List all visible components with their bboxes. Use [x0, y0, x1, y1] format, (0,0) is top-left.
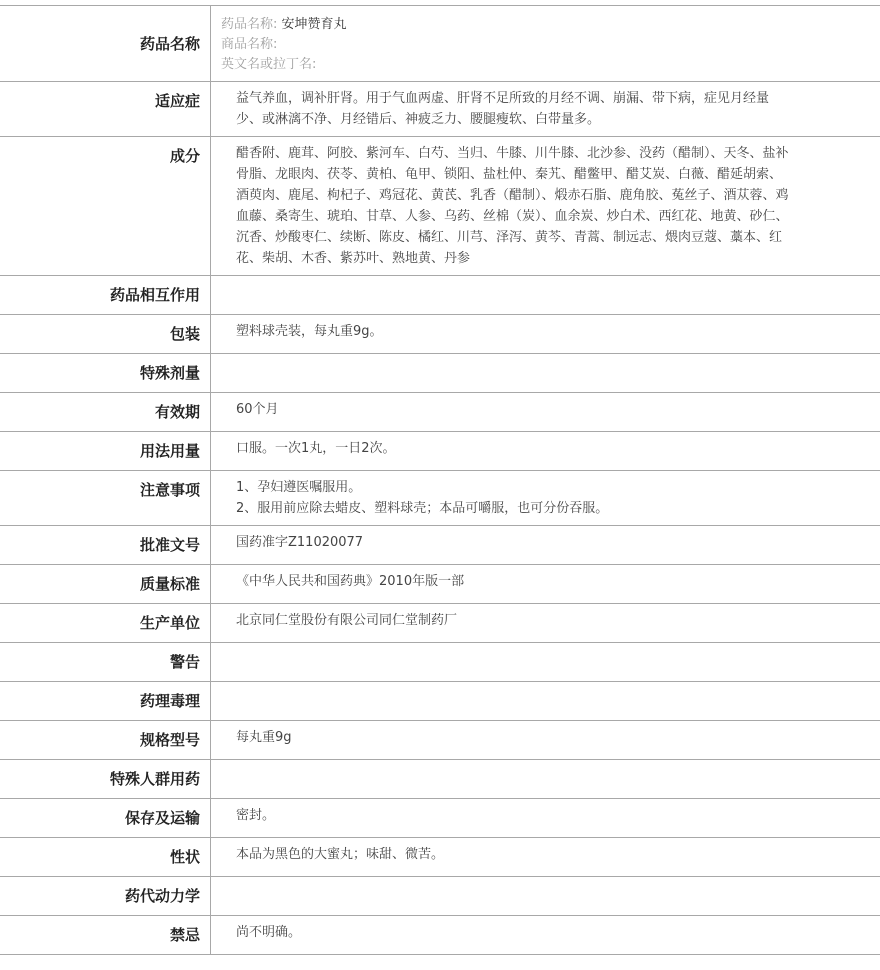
drug-spec-table [0, 5, 880, 955]
table-row [0, 276, 880, 315]
row-value: 60个月 [211, 393, 880, 432]
row-label: 质量标准 [0, 565, 211, 604]
table-row [0, 916, 880, 955]
row-label: 规格型号 [0, 721, 211, 760]
row-value [211, 877, 880, 916]
row-label: 特殊剂量 [0, 354, 211, 393]
table-row [0, 760, 880, 799]
table-row [0, 682, 880, 721]
row-label: 药理毒理 [0, 682, 211, 721]
row-label: 保存及运输 [0, 799, 211, 838]
row-label: 禁忌 [0, 916, 211, 955]
row-label: 有效期 [0, 393, 211, 432]
row-label: 药品相互作用 [0, 276, 211, 315]
table-row [0, 838, 880, 877]
table-row [0, 393, 880, 432]
row-value: 塑料球壳装，每丸重9g。 [211, 315, 880, 354]
value-line: 2、服用前应除去蜡皮、塑料球壳；本品可嚼服，也可分份吞服。 [236, 501, 609, 516]
row-value: 口服。一次1丸，一日2次。 [211, 432, 880, 471]
table-row [0, 565, 880, 604]
drug-name-block [211, 6, 880, 82]
row-label: 药品名称 [0, 6, 211, 82]
row-label: 特殊人群用药 [0, 760, 211, 799]
row-label: 性状 [0, 838, 211, 877]
row-value: 北京同仁堂股份有限公司同仁堂制药厂 [211, 604, 880, 643]
trade-name-key: 商品名称: [221, 37, 278, 52]
table-row [0, 471, 880, 526]
generic-name-value: 安坤赞育丸 [281, 17, 347, 32]
row-value [211, 354, 880, 393]
row-label: 包装 [0, 315, 211, 354]
row-value: 尚不明确。 [211, 916, 880, 955]
table-row [0, 82, 880, 137]
generic-name-key: 药品名称: [221, 17, 278, 32]
table-row [0, 315, 880, 354]
table-row [0, 354, 880, 393]
row-label: 适应症 [0, 82, 211, 137]
table-row [0, 137, 880, 276]
row-label: 用法用量 [0, 432, 211, 471]
row-value [211, 643, 880, 682]
row-value [211, 276, 880, 315]
table-row [0, 604, 880, 643]
row-label: 批准文号 [0, 526, 211, 565]
row-label: 药代动力学 [0, 877, 211, 916]
table-row [0, 799, 880, 838]
trade-name-line [221, 35, 870, 55]
english-name-key: 英文名或拉丁名: [221, 57, 317, 72]
generic-name-line [221, 15, 870, 35]
row-label: 成分 [0, 137, 211, 276]
row-value [211, 471, 880, 526]
table-row [0, 526, 880, 565]
row-value: 国药准字Z11020077 [211, 526, 880, 565]
row-label: 生产单位 [0, 604, 211, 643]
row-value: 密封。 [211, 799, 880, 838]
english-name-line [221, 55, 870, 75]
row-value: 《中华人民共和国药典》2010年版一部 [211, 565, 880, 604]
row-value: 益气养血，调补肝肾。用于气血两虚、肝肾不足所致的月经不调、崩漏、带下病，症见月经量少、或淋漓不净、月经错后、神疲乏力、腰腿瘦软、白带量多。 [211, 82, 880, 137]
row-value: 每丸重9g [211, 721, 880, 760]
row-value: 醋香附、鹿茸、阿胶、紫河车、白芍、当归、牛膝、川牛膝、北沙参、没药（醋制）、天冬、盐补骨脂、龙眼肉、茯苓、黄柏、龟甲、锁阳、盐杜仲、秦艽、醋鳖甲、醋艾炭、白薇、醋延胡索、酒萸肉、鹿尾、枸杞子、鸡冠花、黄芪、乳香（醋制）、煅赤石脂、鹿角胶、菟丝子、酒苁蓉、鸡血藤、桑寄生、琥珀、甘草、人参、乌药、丝棉（炭）、血余炭、炒白术、西红花、地黄、砂仁、沉香、炒酸枣仁、续断、陈皮、橘红、川芎、泽泻、黄芩、青蒿、制远志、煨肉豆蔻、藁本、红花、柴胡、木香、紫苏叶、熟地黄、丹参 [211, 137, 880, 276]
row-value [211, 760, 880, 799]
table-row [0, 877, 880, 916]
table-row [0, 721, 880, 760]
table-row [0, 432, 880, 471]
row-value [211, 682, 880, 721]
row-label: 注意事项 [0, 471, 211, 526]
value-line: 1、孕妇遵医嘱服用。 [236, 480, 362, 495]
row-value: 本品为黑色的大蜜丸；味甜、微苦。 [211, 838, 880, 877]
row-drug-name [0, 6, 880, 82]
row-label: 警告 [0, 643, 211, 682]
table-row [0, 643, 880, 682]
